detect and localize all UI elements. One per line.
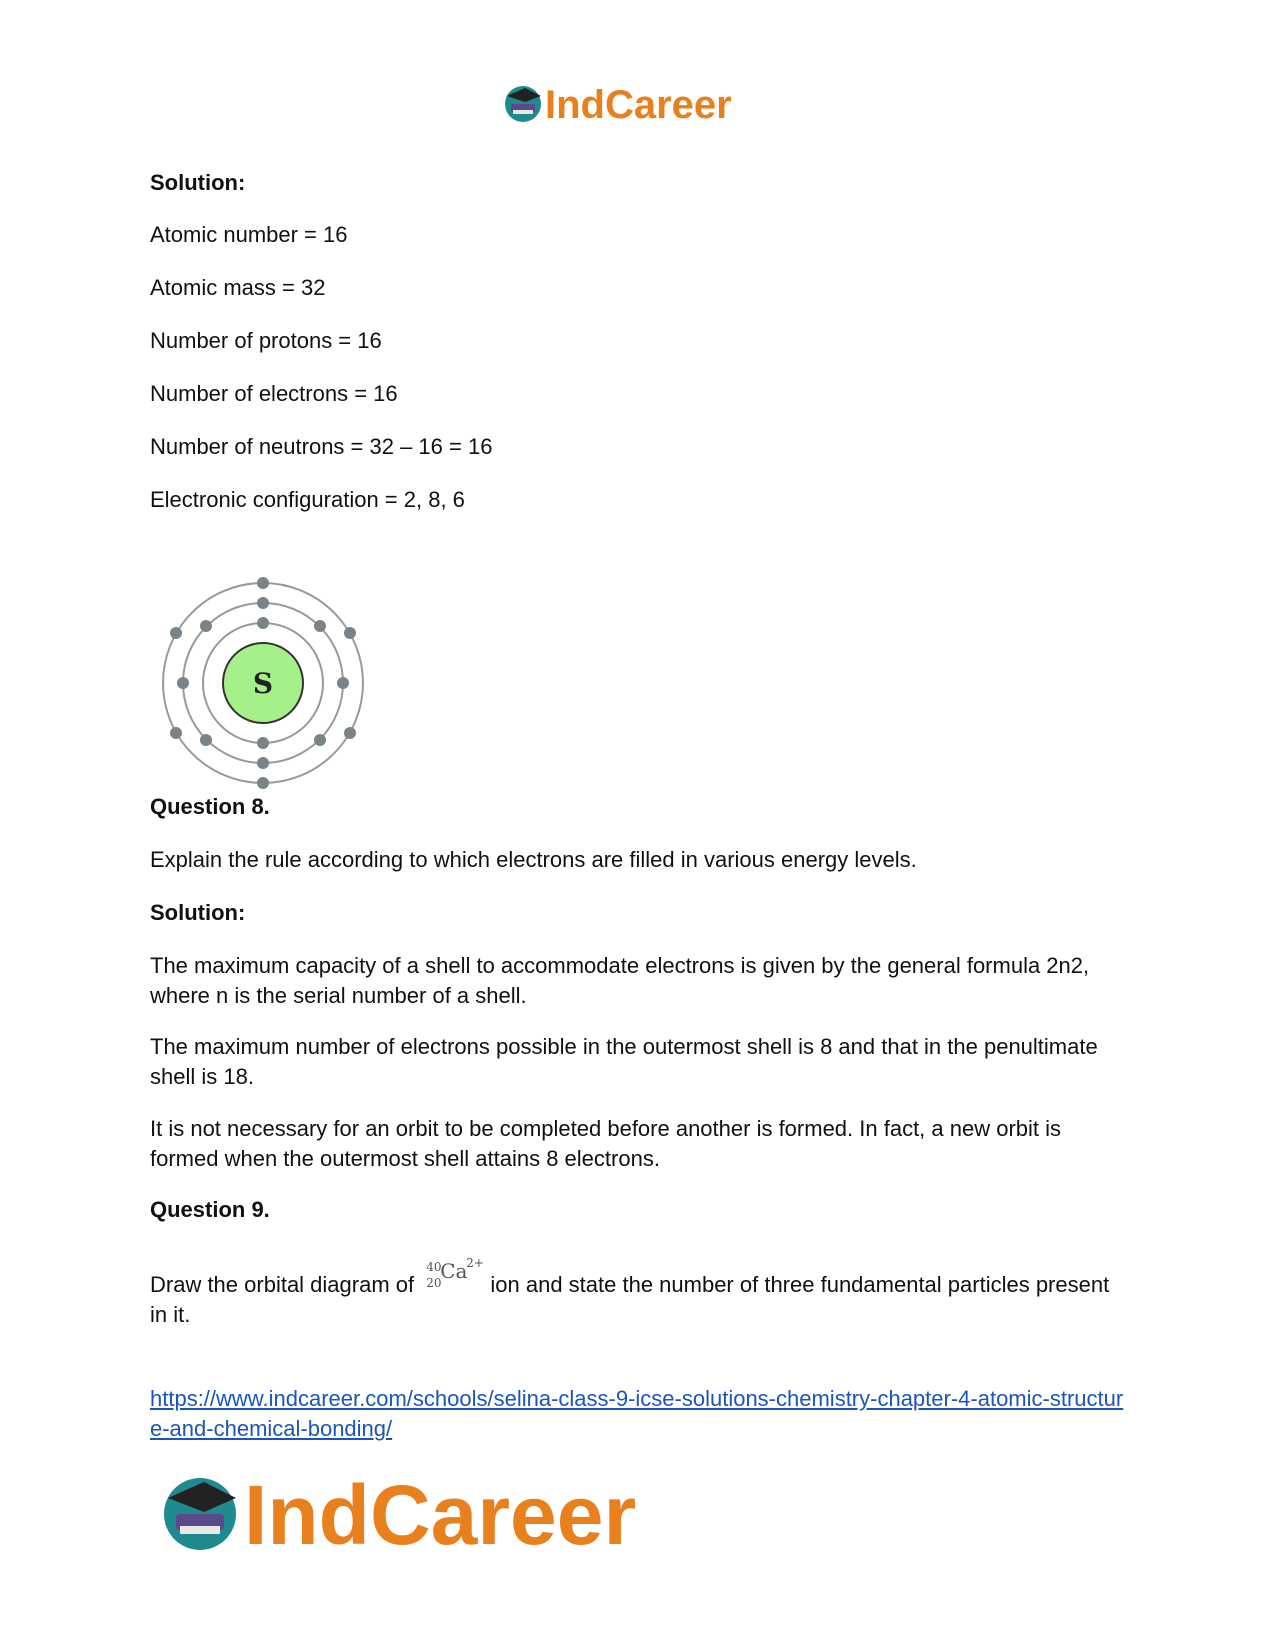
atomic-mass-line: Atomic mass = 32: [150, 275, 326, 300]
electron: [200, 620, 212, 632]
graduation-cap-book-icon: [505, 86, 541, 122]
solution-8-paragraph-1: The maximum capacity of a shell to accommodate electrons is given by the general formula 2n2, where n is the serial number of a shell.: [150, 953, 1090, 1008]
question-8-label: Question 8.: [150, 794, 270, 819]
electrons-line: Number of electrons = 16: [150, 381, 398, 406]
electron: [257, 737, 269, 749]
electron: [177, 677, 189, 689]
question-9-text-before: Draw the orbital diagram of: [150, 1272, 415, 1297]
indcareer-logo-top: [503, 80, 773, 128]
electron: [257, 597, 269, 609]
electron: [170, 627, 182, 639]
solution-8-heading: Solution:: [150, 900, 246, 925]
solution-8-paragraph-2: The maximum number of electrons possible in the outermost shell is 8 and that in the penultimate shell is 18.: [150, 1034, 1098, 1089]
isotope-mass: 40: [426, 1260, 442, 1274]
protons-line: Number of protons = 16: [150, 328, 382, 353]
solution-8-paragraph-3: It is not necessary for an orbit to be completed before another is formed. In fact, a new orbit is formed when the outermost shell attains 8 electrons.: [150, 1116, 1062, 1171]
nucleus-symbol: S: [252, 667, 274, 700]
electron: [337, 677, 349, 689]
electron: [314, 620, 326, 632]
electron: [257, 777, 269, 789]
configuration-line: Electronic configuration = 2, 8, 6: [150, 487, 465, 512]
question-9-text-after: ion and state the number of three fundamental particles present in it.: [150, 1272, 1110, 1327]
question-9-text: [150, 1256, 1130, 1330]
logo-text: IndCareer: [545, 83, 732, 127]
electron: [200, 734, 212, 746]
atomic-number-line: Atomic number = 16: [150, 222, 348, 247]
neutrons-line: Number of neutrons = 32 – 16 = 16: [150, 434, 493, 459]
electron: [257, 617, 269, 629]
logo-text: IndCareer: [244, 1468, 637, 1558]
source-link[interactable]: https://www.indcareer.com/schools/selina-class-9-icse-solutions-chemistry-chapter-4-atomic-structure-and-chemical-bonding/: [150, 1386, 1124, 1441]
question-9-label: Question 9.: [150, 1197, 270, 1222]
question-8-text: Explain the rule according to which electrons are filled in various energy levels.: [150, 847, 917, 872]
sulfur-bohr-diagram: [150, 570, 376, 796]
electron: [314, 734, 326, 746]
graduation-cap-book-icon: [164, 1478, 236, 1550]
electron: [170, 727, 182, 739]
electron: [344, 627, 356, 639]
isotope-charge: 2+: [466, 1256, 484, 1270]
source-link-line: [150, 1384, 1130, 1444]
electron: [344, 727, 356, 739]
calcium-ion-notation: [420, 1256, 484, 1300]
electron: [257, 577, 269, 589]
solution-heading: Solution:: [150, 170, 246, 195]
electron: [257, 757, 269, 769]
isotope-symbol: Ca: [440, 1259, 468, 1283]
isotope-number: 20: [426, 1276, 442, 1290]
indcareer-logo-bottom: [160, 1468, 700, 1558]
